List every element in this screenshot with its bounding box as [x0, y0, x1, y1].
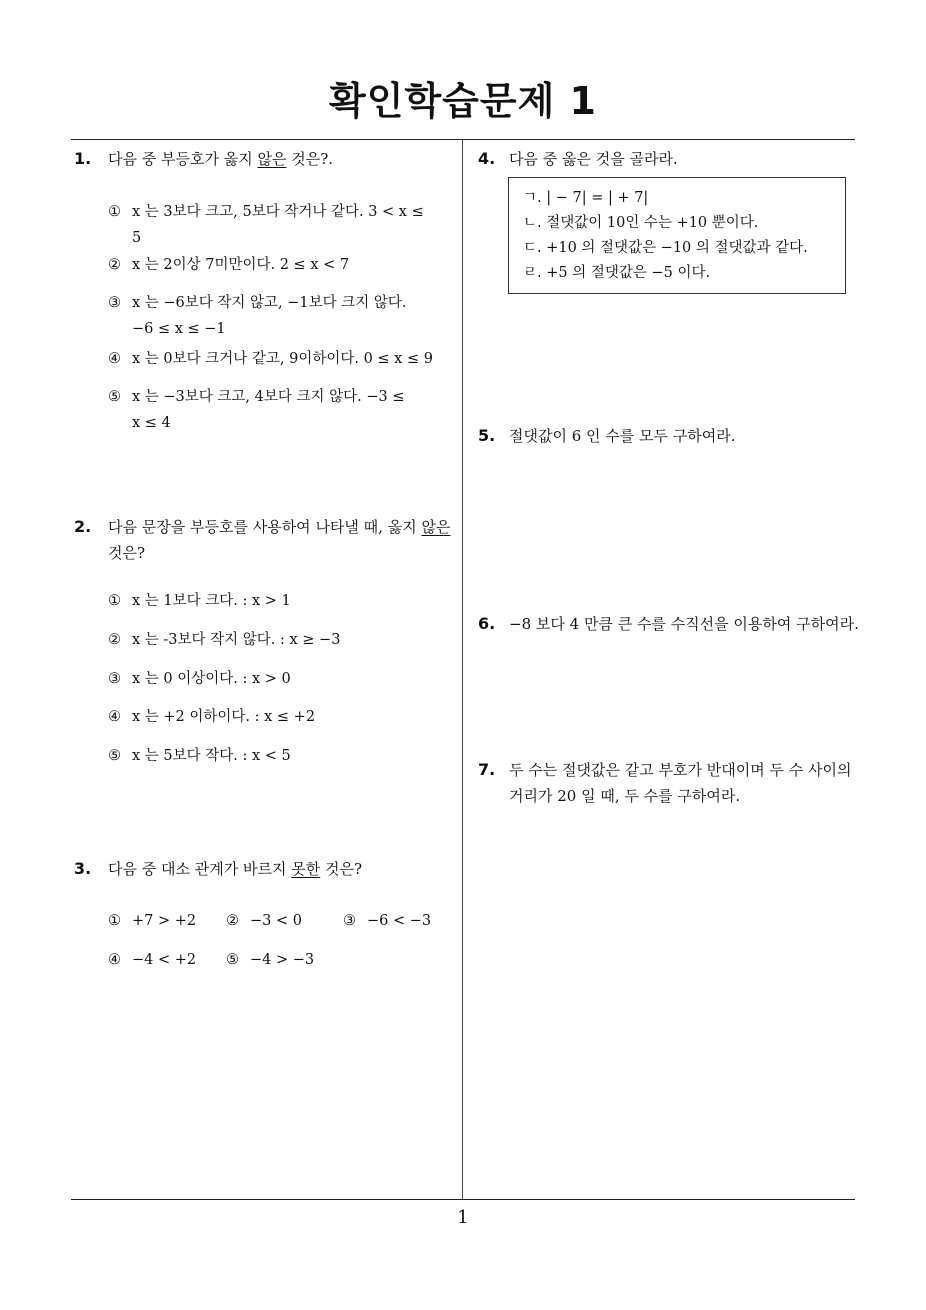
statement-item: ㄷ. +10 의 절댓값은 −10 의 절댓값과 같다. [523, 240, 808, 256]
option-marker: ④ [108, 351, 121, 367]
q3-option-4[interactable] [108, 947, 196, 973]
column-divider [462, 140, 463, 1199]
option-marker: ① [108, 593, 121, 609]
question-text: 다음 중 대소 관계가 바르지 못한 것은? [108, 860, 363, 878]
q3-option-3[interactable] [343, 908, 431, 934]
option-text: x 는 -3보다 작지 않다. : x ≥ −3 [132, 632, 341, 648]
q3-option-2[interactable] [226, 908, 302, 934]
option-marker: ③ [343, 913, 356, 929]
question-number: 4. [478, 149, 496, 168]
q2-option-4[interactable] [108, 704, 315, 730]
option-text: x 는 −6보다 작지 않고, −1보다 크지 않다. [132, 295, 407, 311]
option-text: x 는 2이상 7미만이다. 2 ≤ x < 7 [132, 257, 350, 273]
question-number: 7. [478, 760, 496, 779]
option-text: x 는 5보다 작다. : x < 5 [132, 748, 291, 764]
question-6 [478, 611, 868, 637]
option-marker: ② [108, 257, 121, 273]
option-text: x 는 3보다 크고, 5보다 작거나 같다. 3 < x ≤ [132, 204, 424, 220]
question-text: 다음 문장을 부등호를 사용하여 나타낼 때, 옳지 않은 것은? [108, 518, 451, 562]
option-marker: ④ [108, 709, 121, 725]
top-rule [71, 139, 855, 140]
option-text: x 는 0보다 크거나 같고, 9이하이다. 0 ≤ x ≤ 9 [132, 351, 433, 367]
option-text-cont: −6 ≤ x ≤ −1 [132, 321, 226, 337]
bottom-rule [71, 1199, 855, 1200]
option-marker: ① [108, 204, 121, 220]
question-number: 5. [478, 426, 496, 445]
question-number: 3. [74, 859, 92, 878]
statement-item: ㄹ. +5 의 절댓값은 −5 이다. [523, 265, 711, 281]
option-text: x 는 1보다 크다. : x > 1 [132, 593, 291, 609]
q3-option-1[interactable] [108, 908, 196, 934]
option-marker: ⑤ [108, 389, 121, 405]
option-text: x 는 0 이상이다. : x > 0 [132, 671, 291, 687]
q2-option-3[interactable] [108, 666, 291, 692]
q2-option-5[interactable] [108, 743, 291, 769]
option-marker: ⑤ [108, 748, 121, 764]
question-7 [478, 757, 868, 809]
option-marker: ② [108, 632, 121, 648]
option-text: −4 > −3 [250, 952, 315, 968]
q1-option-5[interactable] [108, 384, 448, 436]
option-text: +7 > +2 [132, 913, 197, 929]
option-marker: ③ [108, 295, 121, 311]
option-marker: ④ [108, 952, 121, 968]
option-text: −4 < +2 [132, 952, 197, 968]
q1-option-1[interactable] [108, 199, 448, 251]
statement-item: ㄴ. 절댓값이 10인 수는 +10 뿐이다. [523, 215, 759, 231]
question-3 [74, 856, 454, 882]
option-text-cont: x ≤ 4 [132, 415, 171, 431]
option-text: x 는 +2 이하이다. : x ≤ +2 [132, 709, 316, 725]
q2-option-2[interactable] [108, 627, 340, 653]
page-number: 1 [457, 1207, 469, 1228]
question-1 [74, 146, 454, 172]
question-2 [74, 514, 458, 566]
question-text: −8 보다 4 만큼 큰 수를 수직선을 이용하여 구하여라. [509, 615, 859, 633]
question-text: 다음 중 부등호가 옳지 않은 것은?. [108, 150, 334, 168]
q1-option-3[interactable] [108, 290, 448, 342]
option-text: −3 < 0 [250, 913, 302, 929]
q2-option-1[interactable] [108, 588, 291, 614]
q1-option-4[interactable] [108, 346, 448, 372]
question-number: 6. [478, 614, 496, 633]
question-text: 두 수는 절댓값은 같고 부호가 반대이며 두 수 사이의 거리가 20 일 때, 두 수를 구하여라. [509, 761, 852, 805]
statement-item: ㄱ. | − 7| = | + 7| [523, 190, 649, 206]
option-marker: ② [226, 913, 239, 929]
q4-statement-box [508, 177, 846, 294]
option-text: −6 < −3 [367, 913, 432, 929]
question-4 [478, 146, 858, 172]
option-marker: ③ [108, 671, 121, 687]
q1-option-2[interactable] [108, 252, 448, 278]
option-marker: ⑤ [226, 952, 239, 968]
page-title: 확인학습문제 1 [329, 79, 597, 123]
option-text-cont: 5 [132, 230, 142, 246]
question-number: 2. [74, 517, 92, 536]
q3-option-5[interactable] [226, 947, 314, 973]
question-text: 절댓값이 6 인 수를 모두 구하여라. [509, 427, 736, 445]
question-number: 1. [74, 149, 92, 168]
option-text: x 는 −3보다 크고, 4보다 크지 않다. −3 ≤ [132, 389, 405, 405]
option-marker: ① [108, 913, 121, 929]
question-5 [478, 423, 858, 449]
question-text: 다음 중 옳은 것을 골라라. [509, 150, 678, 168]
